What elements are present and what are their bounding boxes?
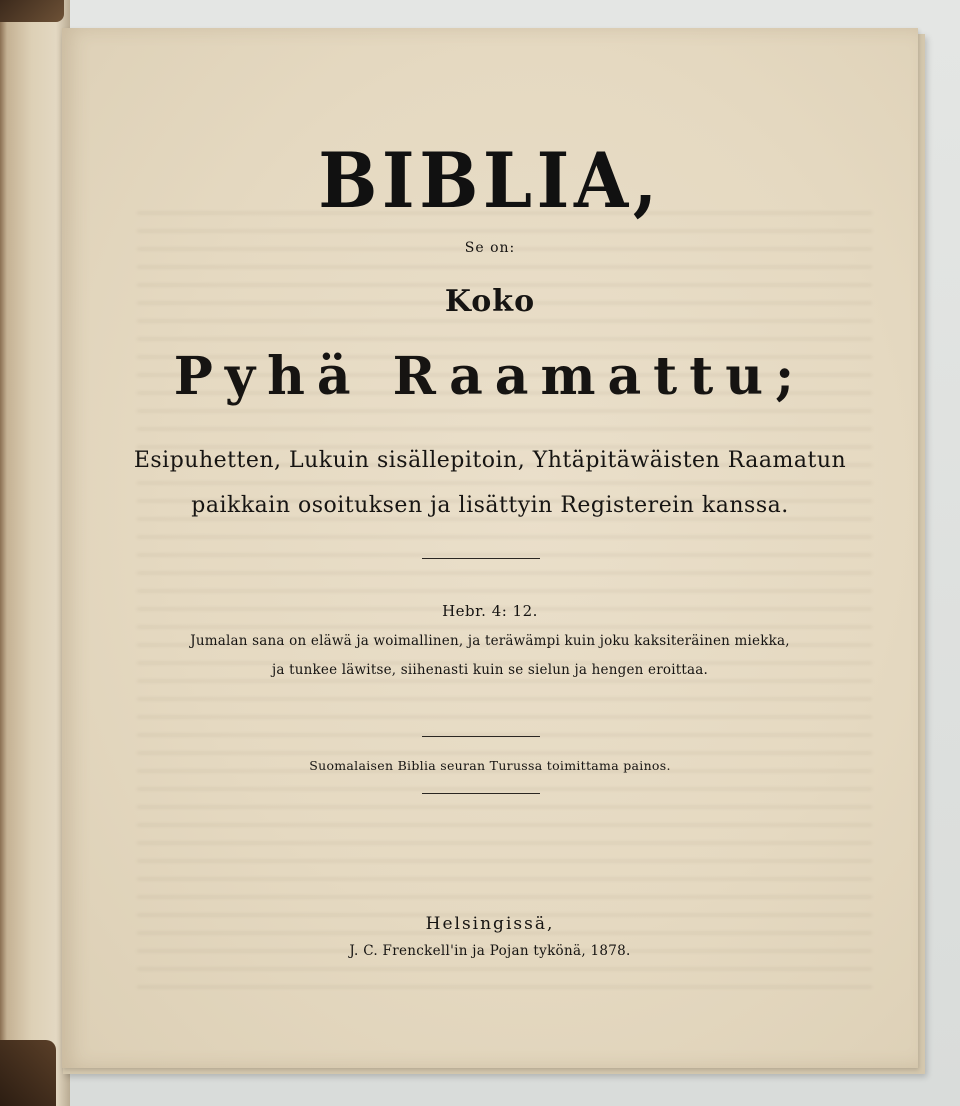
leather-corner-bottom [0, 1040, 56, 1106]
main-title: Pyhä Raamattu; [173, 346, 807, 407]
edition-note: Suomalaisen Biblia seuran Turussa toimittama painos. [309, 758, 671, 773]
intro-text: Se on: [464, 240, 516, 256]
divider-rule [422, 736, 540, 737]
subtitle-line-1: Esipuhetten, Lukuin sisällepitoin, Yhtäpitäwäisten Raamatun [133, 448, 847, 473]
koko-text: Koko [444, 284, 536, 319]
leather-corner-top [0, 0, 64, 22]
divider-rule [422, 793, 540, 794]
scripture-reference: Hebr. 4: 12. [442, 602, 538, 620]
verse-line-2: ja tunkee läwitse, siihenasti kuin se sielun ja hengen eroittaa. [272, 662, 708, 678]
subtitle-line-2: paikkain osoituksen ja lisättyin Registerein kanssa. [191, 493, 789, 518]
book-cover-edge [0, 0, 70, 1106]
imprint-place: Helsingissä, [425, 914, 555, 934]
imprint-printer: J. C. Frenckell'in ja Pojan tykönä, 1878. [349, 943, 631, 959]
verse-line-1: Jumalan sana on eläwä ja woimallinen, ja teräwämpi kuin joku kaksiteräinen miekka, [190, 633, 790, 649]
book-title: BIBLIA, [318, 136, 662, 225]
divider-rule [422, 558, 540, 559]
title-page [62, 28, 918, 1068]
title-page-content [62, 28, 918, 1068]
